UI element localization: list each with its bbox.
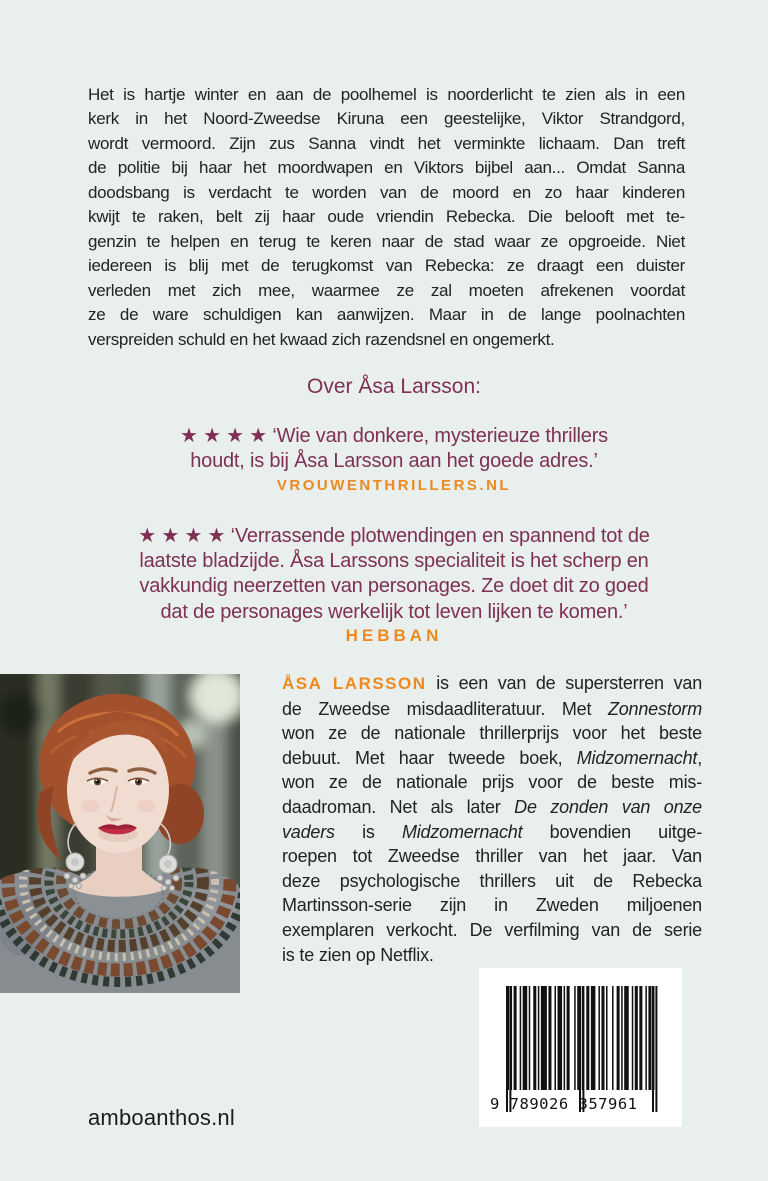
review-quote-1: ★ ★ ★ ★ ‘Wie van donkere, mysterieuze thrillers houdt, is bij Åsa Larsson aan het goede adres.’ — [179, 425, 608, 473]
synopsis-text: Het is hartje winter en aan de poolhemel is noorderlicht te zien als in een kerk in het Noord-Zweedse Kiruna een geestelijke, Viktor Strandgord, wordt vermoord. Zijn zus Sanna vindt het verminkte lichaam. Dan treft de politie bij haar het moordwapen en Viktors bijbel aan... Omdat Sanna doodsbang is verdacht te worden van de moord en zo haar kinderen kwijt te raken, belt zij haar oude vriendin Rebecka. Die belooft met te- genzin te helpen en terug te keren naar de stad waar ze opgroeide. Niet iedereen is blij met de terugkomst van Rebecka: ze draagt een duister verleden met zich mee, waarmee ze zal moeten afrekenen voordat ze de ware schuldigen kan aanwijzen. Maar in de lange poolnachten verspreiden schuld en het kwaad zich razendsnel en ongemerkt. — [88, 85, 685, 349]
review-source-1: VROUWENTHRILLERS.NL — [276, 477, 512, 494]
barcode — [479, 968, 682, 1127]
review-quote-2: ★ ★ ★ ★ ‘Verrassende plotwendingen en spannend tot de laatste bladzijde. Åsa Larssons specialiteit is het scherp en vakkundig neerzetten van personages. Ze doet dit zo goed dat de personages werkelijk tot leven lijken te komen.’ — [138, 525, 650, 623]
publisher-website: amboanthos.nl — [88, 1105, 235, 1130]
author-photo — [0, 674, 240, 993]
reviews-heading: Over Åsa Larsson: — [307, 375, 481, 398]
author-bio: ÅSA LARSSON is een van de supersterren van de Zweedse misdaadliteratuur. Met Zonnestorm won ze de nationale thrillerprijs voor het beste debuut. Met haar tweede boek, Midzomernacht, won ze de nationale prijs voor de beste mis- daadroman. Net als later De zonden van onze vaders is Midzomernacht bovendien uitge- roepen tot Zweedse thriller van het jaar. Van deze psychologische thrillers uit de Rebecka Martinsson-serie zijn in Zweden miljoenen exemplaren verkocht. De verfilming van de serie is te zien op Netflix. — [282, 673, 702, 965]
barcode-number: 9 789026 357961 — [490, 1095, 638, 1113]
review-source-2: HEBBAN — [345, 626, 443, 645]
